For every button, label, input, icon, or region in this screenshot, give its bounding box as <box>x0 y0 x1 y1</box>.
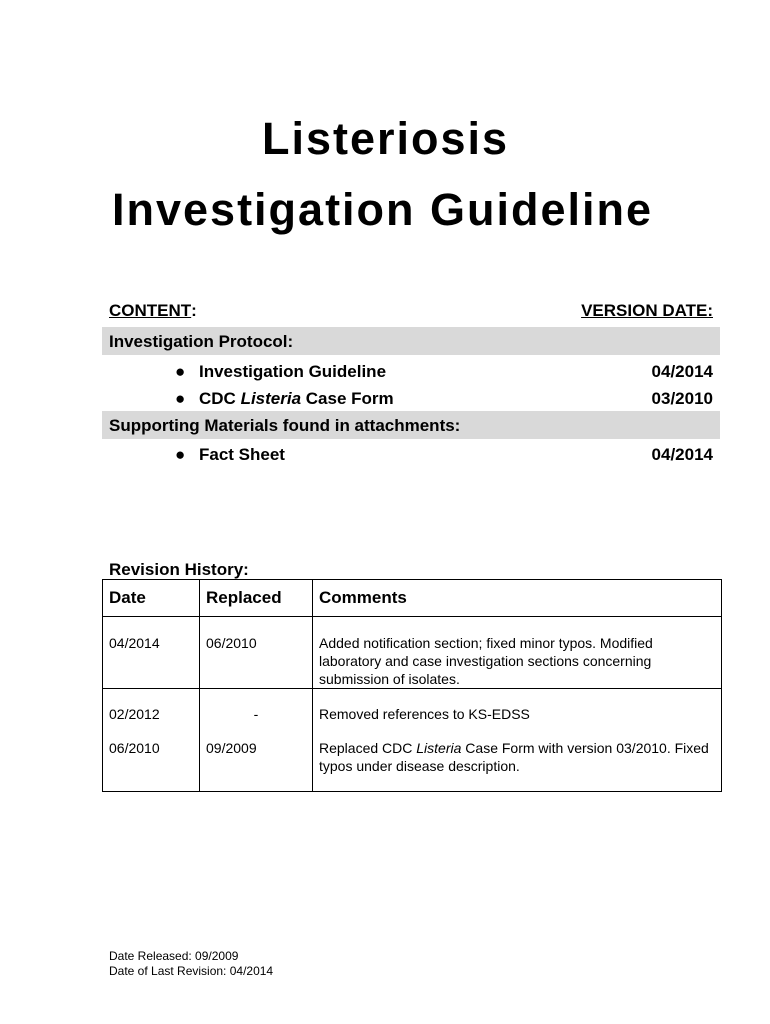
table-row <box>103 723 722 791</box>
item-version-date: 04/2014 <box>651 445 713 464</box>
date-released: Date Released: 09/2009 <box>109 949 239 963</box>
bullet-icon: ● <box>175 389 186 408</box>
table-header-row <box>103 580 722 617</box>
section-band-investigation-protocol <box>102 327 720 355</box>
list-item <box>102 362 720 388</box>
cell-replaced: 09/2009 <box>200 723 313 791</box>
table-row <box>103 617 722 689</box>
document-title-line2: Investigation Guideline <box>112 184 654 235</box>
revision-history-table <box>102 579 722 792</box>
cell-date: 04/2014 <box>103 617 200 689</box>
content-heading-text: CONTENT <box>109 301 192 320</box>
column-header-replaced: Replaced <box>200 580 313 617</box>
column-header-date: Date <box>103 580 200 617</box>
section-band-supporting-materials <box>102 411 720 439</box>
cell-comment: Added notification section; fixed minor typos. Modified laboratory and case investigation sections concerning submission of isolates. <box>313 617 722 689</box>
section-heading: Supporting Materials found in attachments: <box>109 416 461 435</box>
cell-date: 02/2012 <box>103 689 200 724</box>
section-heading: Investigation Protocol: <box>109 332 294 351</box>
bullet-icon: ● <box>175 362 186 381</box>
revision-history-heading: Revision History: <box>109 560 249 579</box>
bullet-icon: ● <box>175 445 186 464</box>
content-heading-colon: : <box>191 301 197 320</box>
cell-comment: Replaced CDC Listeria Case Form with version 03/2010. Fixed typos under disease description. <box>313 723 722 791</box>
item-version-date: 03/2010 <box>651 389 713 408</box>
table-row <box>103 689 722 724</box>
cell-date: 06/2010 <box>103 723 200 791</box>
column-header-comments: Comments <box>313 580 722 617</box>
date-of-last-revision: Date of Last Revision: 04/2014 <box>109 964 274 978</box>
item-version-date: 04/2014 <box>651 362 713 381</box>
cell-comment: Removed references to KS-EDSS <box>313 689 722 724</box>
document-title-line1: Listeriosis <box>262 113 510 164</box>
cell-replaced: - <box>200 689 313 724</box>
item-label: Fact Sheet <box>199 445 285 464</box>
item-label: Investigation Guideline <box>199 362 387 381</box>
list-item <box>102 445 720 471</box>
version-date-heading: VERSION DATE: <box>581 301 713 320</box>
cell-replaced: 06/2010 <box>200 617 313 689</box>
item-label: CDC Listeria Case Form <box>199 389 394 408</box>
content-heading <box>109 301 197 321</box>
